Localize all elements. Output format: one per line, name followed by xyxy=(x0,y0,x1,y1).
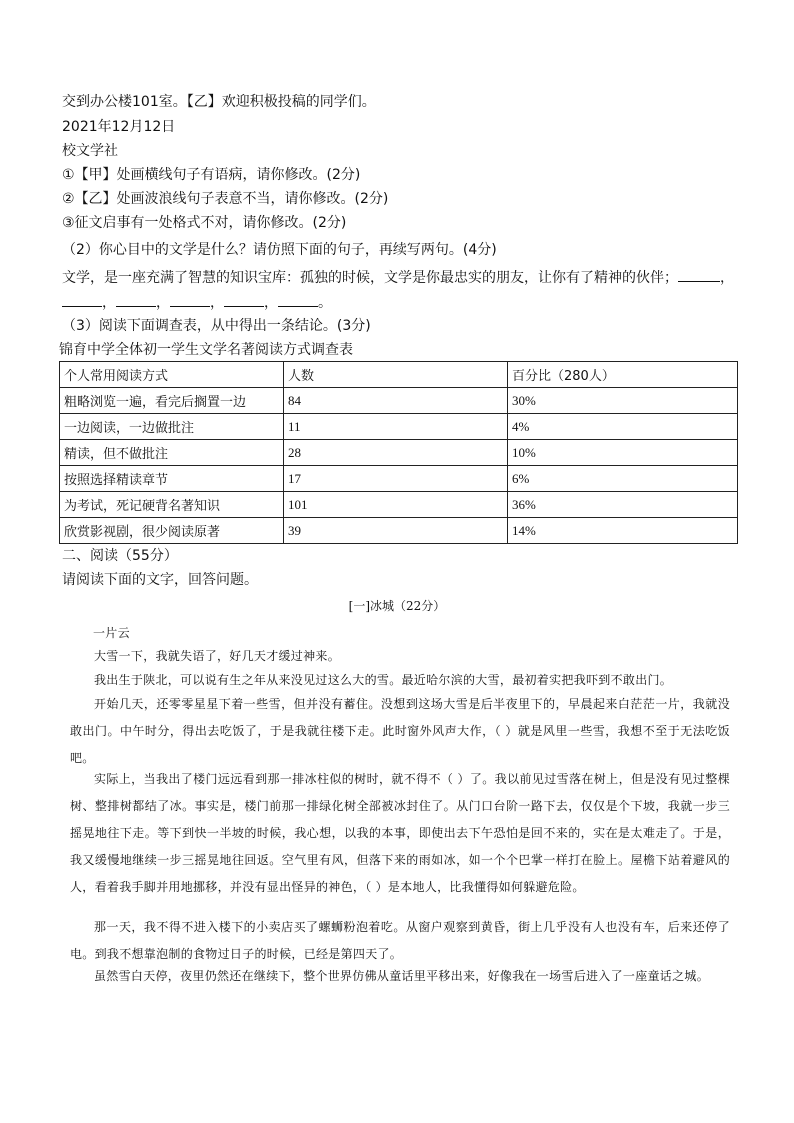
answer-blank[interactable] xyxy=(278,292,318,307)
table-cell: 10% xyxy=(508,440,738,466)
table-cell: 36% xyxy=(508,492,738,518)
table-header-row xyxy=(60,362,738,388)
table-header-cell: 个人常用阅读方式 xyxy=(60,362,284,388)
table-row xyxy=(60,466,738,492)
story-paragraph: 实际上，当我出了楼门远远看到那一排冰柱似的树时，就不得不（ ）了。我以前见过雪落在树上，但是没有见过整棵树、整排树都结了冰。事实是，楼门前那一排绿化树全部被冰封住了。从门口台阶一路下去，仅仅是个下坡，我就一步三摇晃地往下走。等下到快一半坡的时候，我心想，以我的本事，即使出去下午恐怕是回不来的，实在是太难走了。于是，我又缓慢地继续一步三摇晃地往回返。空气里有风，但落下来的雨如冰，如一个个巴掌一样打在脸上。屋檐下站着避风的人，看着我手脚并用地挪移，并没有显出怪异的神色，（ ）是本地人，比我懂得如何躲避危险。 xyxy=(70,772,730,894)
story-paragraph: 我出生于陕北，可以说有生之年从来没见过这么大的雪。最近哈尔滨的大雪，最初着实把我吓到不敢出门。 xyxy=(94,673,673,687)
answer-blank[interactable] xyxy=(224,292,264,307)
table-cell: 14% xyxy=(508,518,738,544)
table-cell: 精读，但不做批注 xyxy=(60,440,284,466)
table-cell: 11 xyxy=(284,414,508,440)
table-cell: 84 xyxy=(284,388,508,414)
table-cell: 39 xyxy=(284,518,508,544)
subquestion-3: （3）阅读下面调查表，从中得出一条结论。(3分) xyxy=(62,318,371,334)
table-row xyxy=(60,388,738,414)
table-cell: 欣赏影视剧，很少阅读原著 xyxy=(60,518,284,544)
subquestion-2: （2）你心目中的文学是什么？请仿照下面的句子，再续写两句。(4分) xyxy=(62,242,497,258)
table-cell: 为考试，死记硬背名著知识 xyxy=(60,492,284,518)
notice-date: 2021年12月12日 xyxy=(62,119,176,135)
table-cell: 6% xyxy=(508,466,738,492)
story-paragraph: 开始几天，还零零星星下着一些雪，但并没有蓄住。没想到这场大雪是后半夜里下的，早晨起来白茫茫一片，我就没敢出门。中午时分，得出去吃饭了，于是我就往楼下走。此时窗外风声大作，（ ）就是风里一些雪，我想不至于无法吃饭吧。 xyxy=(70,697,730,765)
table-cell: 4% xyxy=(508,414,738,440)
table-cell: 粗略浏览一遍，看完后搁置一边 xyxy=(60,388,284,414)
imitation-sentence-text: 文学，是一座充满了智慧的知识宝库：孤独的时候，文学是你最忠实的朋友，让你有了精神的伙伴； xyxy=(62,270,678,286)
answer-blank[interactable] xyxy=(62,292,102,307)
blank-line: ， ， ， ， 。 xyxy=(62,292,332,313)
notice-signature: 校文学社 xyxy=(62,143,118,159)
survey-table xyxy=(59,361,738,544)
table-row xyxy=(60,440,738,466)
table-cell: 28 xyxy=(284,440,508,466)
table-header-cell: 人数 xyxy=(284,362,508,388)
table-row xyxy=(60,414,738,440)
question-2: ②【乙】处画波浪线句子表意不当，请你修改。(2分) xyxy=(62,191,389,207)
section-heading: 二、阅读（55分） xyxy=(62,548,178,564)
table-header-cell: 百分比（280人） xyxy=(508,362,738,388)
question-3: ③征文启事有一处格式不对，请你修改。(2分) xyxy=(62,215,347,231)
table-cell: 一边阅读，一边做批注 xyxy=(60,414,284,440)
imitation-sentence: 文学，是一座充满了智慧的知识宝库：孤独的时候，文学是你最忠实的朋友，让你有了精神的伙伴； ， xyxy=(62,267,734,288)
table-cell: 30% xyxy=(508,388,738,414)
story-paragraph: 那一天，我不得不进入楼下的小卖店买了螺蛳粉泡着吃。从窗户观察到黄昏，街上几乎没有人也没有车，后来还停了电。到我不想靠泡制的食物过日子的时候，已经是第四天了。 xyxy=(70,920,730,961)
table-cell: 101 xyxy=(284,492,508,518)
story-title: [一]冰城（22分） xyxy=(348,599,446,613)
question-1: ①【甲】处画横线句子有语病，请你修改。(2分) xyxy=(62,167,361,183)
table-row xyxy=(60,492,738,518)
reading-instruction: 请阅读下面的文字，回答问题。 xyxy=(62,572,258,588)
answer-blank[interactable] xyxy=(170,292,210,307)
answer-blank[interactable] xyxy=(116,292,156,307)
table-title: 锦育中学全体初一学生文学名著阅读方式调查表 xyxy=(59,342,353,358)
table-cell: 按照选择精读章节 xyxy=(60,466,284,492)
story-paragraph: 虽然雪白天停，夜里仍然还在继续下，整个世界仿佛从童话里平移出来，好像我在一场雪后进入了一座童话之城。 xyxy=(94,969,710,983)
answer-blank[interactable] xyxy=(678,267,720,282)
story-author: 一片云 xyxy=(93,626,130,640)
table-row xyxy=(60,518,738,544)
notice-closing-line: 交到办公楼101室。【乙】欢迎积极投稿的同学们。 xyxy=(62,94,376,110)
story-paragraph: 大雪一下，我就失语了，好几天才缓过神来。 xyxy=(94,649,341,663)
table-cell: 17 xyxy=(284,466,508,492)
